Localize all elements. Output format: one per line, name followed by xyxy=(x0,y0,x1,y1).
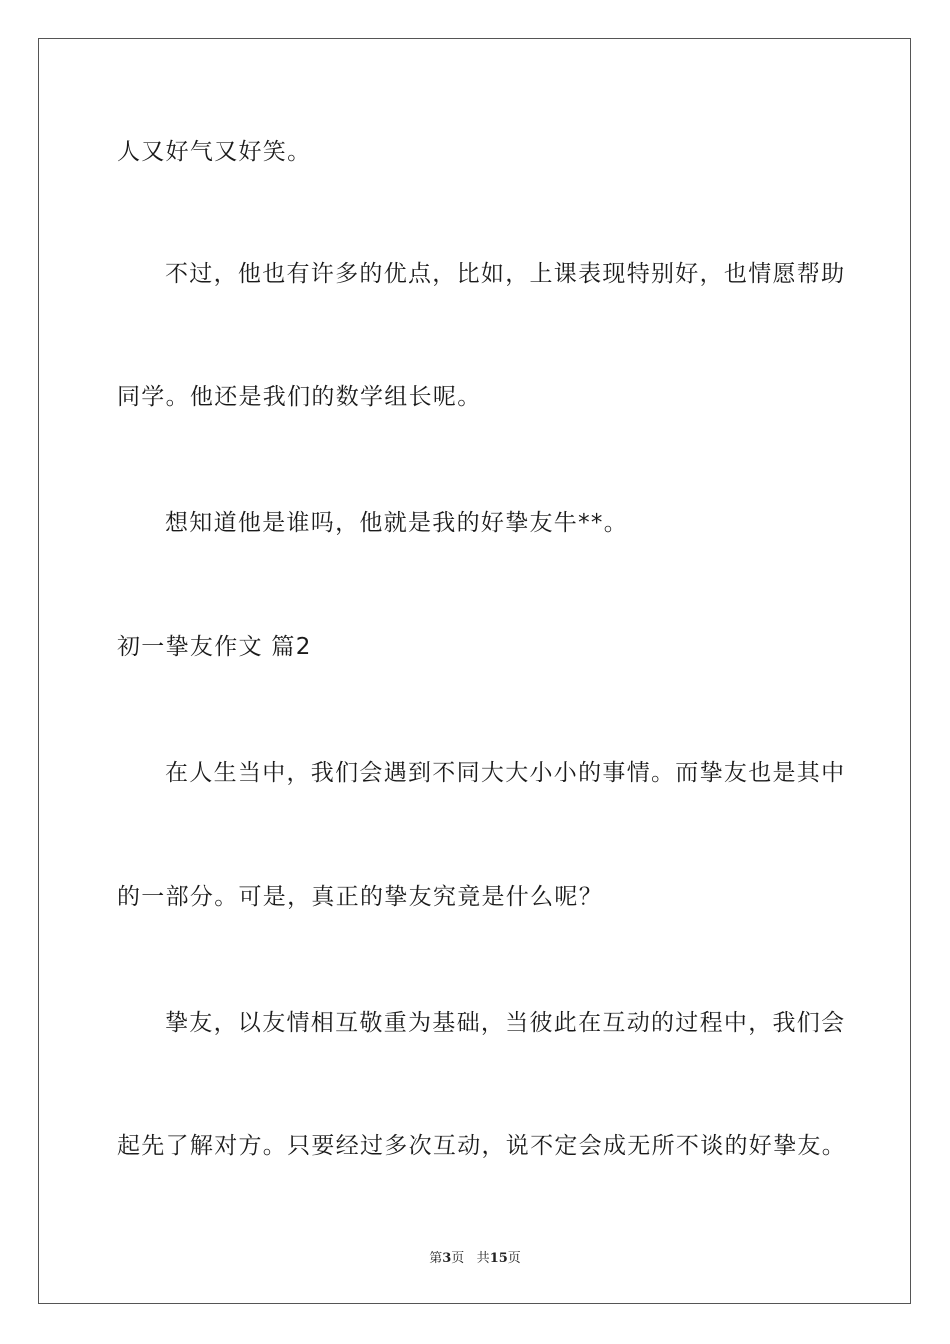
paragraph-line-2: 不过，他也有许多的优点，比如，上课表现特别好，也情愿帮助 xyxy=(165,261,846,287)
page-border xyxy=(38,38,911,1304)
paragraph-line-3: 同学。他还是我们的数学组长呢。 xyxy=(117,384,482,410)
page-suffix: 页 xyxy=(451,1251,465,1266)
total-pages: 15 xyxy=(489,1251,508,1266)
paragraph-line-5: 在人生当中，我们会遇到不同大大小小的事情。而挚友也是其中 xyxy=(165,760,846,786)
paragraph-line-6: 的一部分。可是，真正的挚友究竟是什么呢？ xyxy=(117,884,603,910)
total-prefix: 共 xyxy=(476,1251,490,1266)
paragraph-line-8: 起先了解对方。只要经过多次互动，说不定会成无所不谈的好挚友。 xyxy=(117,1133,846,1159)
paragraph-line-4: 想知道他是谁吗，他就是我的好挚友牛**。 xyxy=(165,510,628,536)
page-number: 3 xyxy=(442,1251,452,1266)
paragraph-line-7: 挚友，以友情相互敬重为基础，当彼此在互动的过程中，我们会 xyxy=(165,1010,846,1036)
page-footer xyxy=(0,1247,950,1266)
page-prefix: 第 xyxy=(429,1251,443,1266)
total-suffix: 页 xyxy=(507,1251,521,1266)
section-heading: 初一挚友作文 篇2 xyxy=(117,634,312,660)
paragraph-line-1: 人又好气又好笑。 xyxy=(117,139,312,165)
